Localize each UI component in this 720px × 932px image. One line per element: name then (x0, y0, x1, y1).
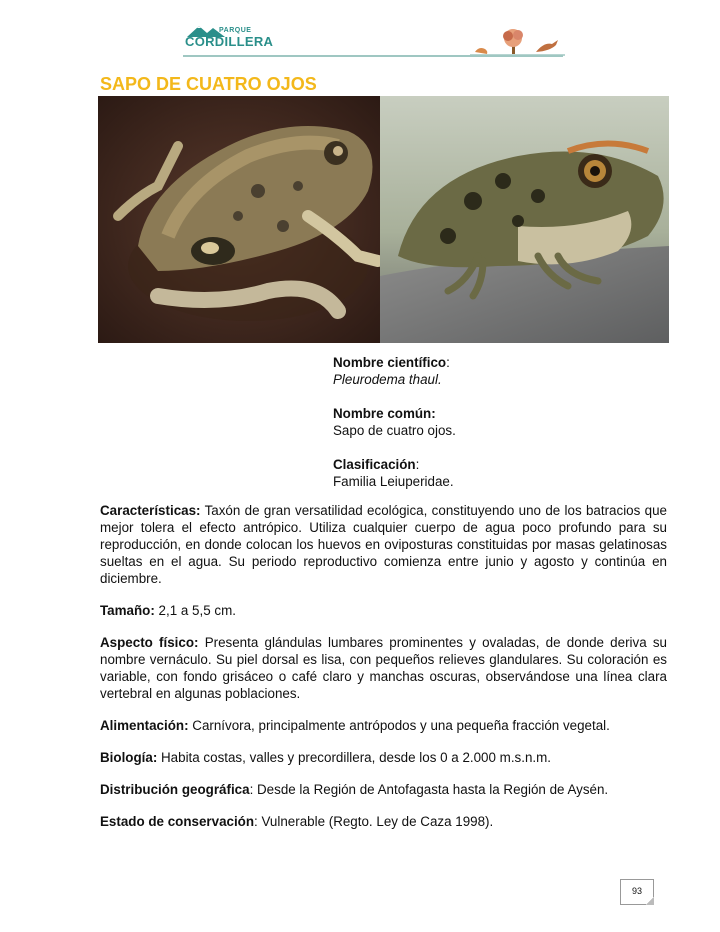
distribution-paragraph (100, 781, 667, 798)
characteristics-paragraph (100, 502, 667, 587)
diet-text: Carnívora, principalmente antrópodos y una pequeña fracción vegetal. (188, 718, 610, 733)
frog-photo-side-view (380, 96, 669, 343)
description-body (100, 502, 667, 845)
logo-small-text: PARQUE (219, 27, 252, 34)
distribution-label: Distribución geográfica (100, 782, 250, 797)
page-number-box (620, 879, 654, 905)
conservation-paragraph (100, 813, 667, 830)
scientific-name-value: Pleurodema thaul. (333, 372, 442, 387)
biology-paragraph (100, 749, 667, 766)
conservation-text: : Vulnerable (Regto. Ley de Caza 1998). (254, 814, 494, 829)
biology-label: Biología: (100, 750, 158, 765)
appearance-label: Aspecto físico: (100, 635, 199, 650)
classification-label: Clasificación (333, 457, 416, 472)
distribution-text: : Desde la Región de Antofagasta hasta la Región de Aysén. (249, 782, 609, 797)
frog-photos (98, 96, 669, 343)
page-number: 93 (631, 886, 642, 896)
diet-label: Alimentación: (100, 718, 189, 733)
page-title: SAPO DE CUATRO OJOS (100, 74, 317, 94)
common-name-value: Sapo de cuatro ojos. (333, 423, 456, 438)
common-name-label: Nombre común: (333, 406, 436, 421)
size-label: Tamaño: (100, 603, 155, 618)
biology-text: Habita costas, valles y precordillera, desde los 0 a 2.000 m.s.n.m. (157, 750, 552, 765)
classification-block: Clasificación: Familia Leiuperidae. (333, 457, 454, 489)
diet-paragraph (100, 717, 667, 734)
page-fold-icon (646, 897, 654, 905)
common-name-block (333, 405, 663, 439)
characteristics-text: Taxón de gran versatilidad ecológica, constituyendo uno de los batracios que mejor tolera el efecto antrópico. Utiliza cualquier cuerpo de agua poco profundo para su reproducción, en donde colocan los huevos en oviposturas constituidas por masas gelatinosas sueltas en el agua. Su periodo reproductivo comienza entre junio y agosto y continúa en diciembre. (100, 503, 667, 586)
appearance-paragraph (100, 634, 667, 702)
logo-big-text: CORDILLERA (185, 34, 274, 49)
frog-photo-top-view (98, 96, 380, 343)
parque-cordillera-logo (183, 24, 273, 58)
scientific-name-block: Nombre científico: Pleurodema thaul. (333, 355, 450, 387)
appearance-text: Presenta glándulas lumbares prominentes y ovaladas, de donde deriva su nombre vernáculo. Su piel dorsal es lisa, con pequeños relieves glandulares. Su coloración es variable, con fondo grisáceo o café claro y manchas oscuras, observándose una línea clara vertebral en algunas poblaciones. (100, 635, 668, 701)
fauna-flora-illustration-icon (470, 28, 565, 58)
size-paragraph (100, 602, 667, 619)
size-text: 2,1 a 5,5 cm. (154, 603, 236, 618)
species-info (333, 354, 663, 507)
scientific-name-label: Nombre científico (333, 355, 447, 370)
page-header (0, 0, 720, 70)
conservation-label: Estado de conservación (100, 814, 255, 829)
classification-value: Familia Leiuperidae. (333, 474, 454, 489)
characteristics-label: Características: (100, 503, 201, 518)
